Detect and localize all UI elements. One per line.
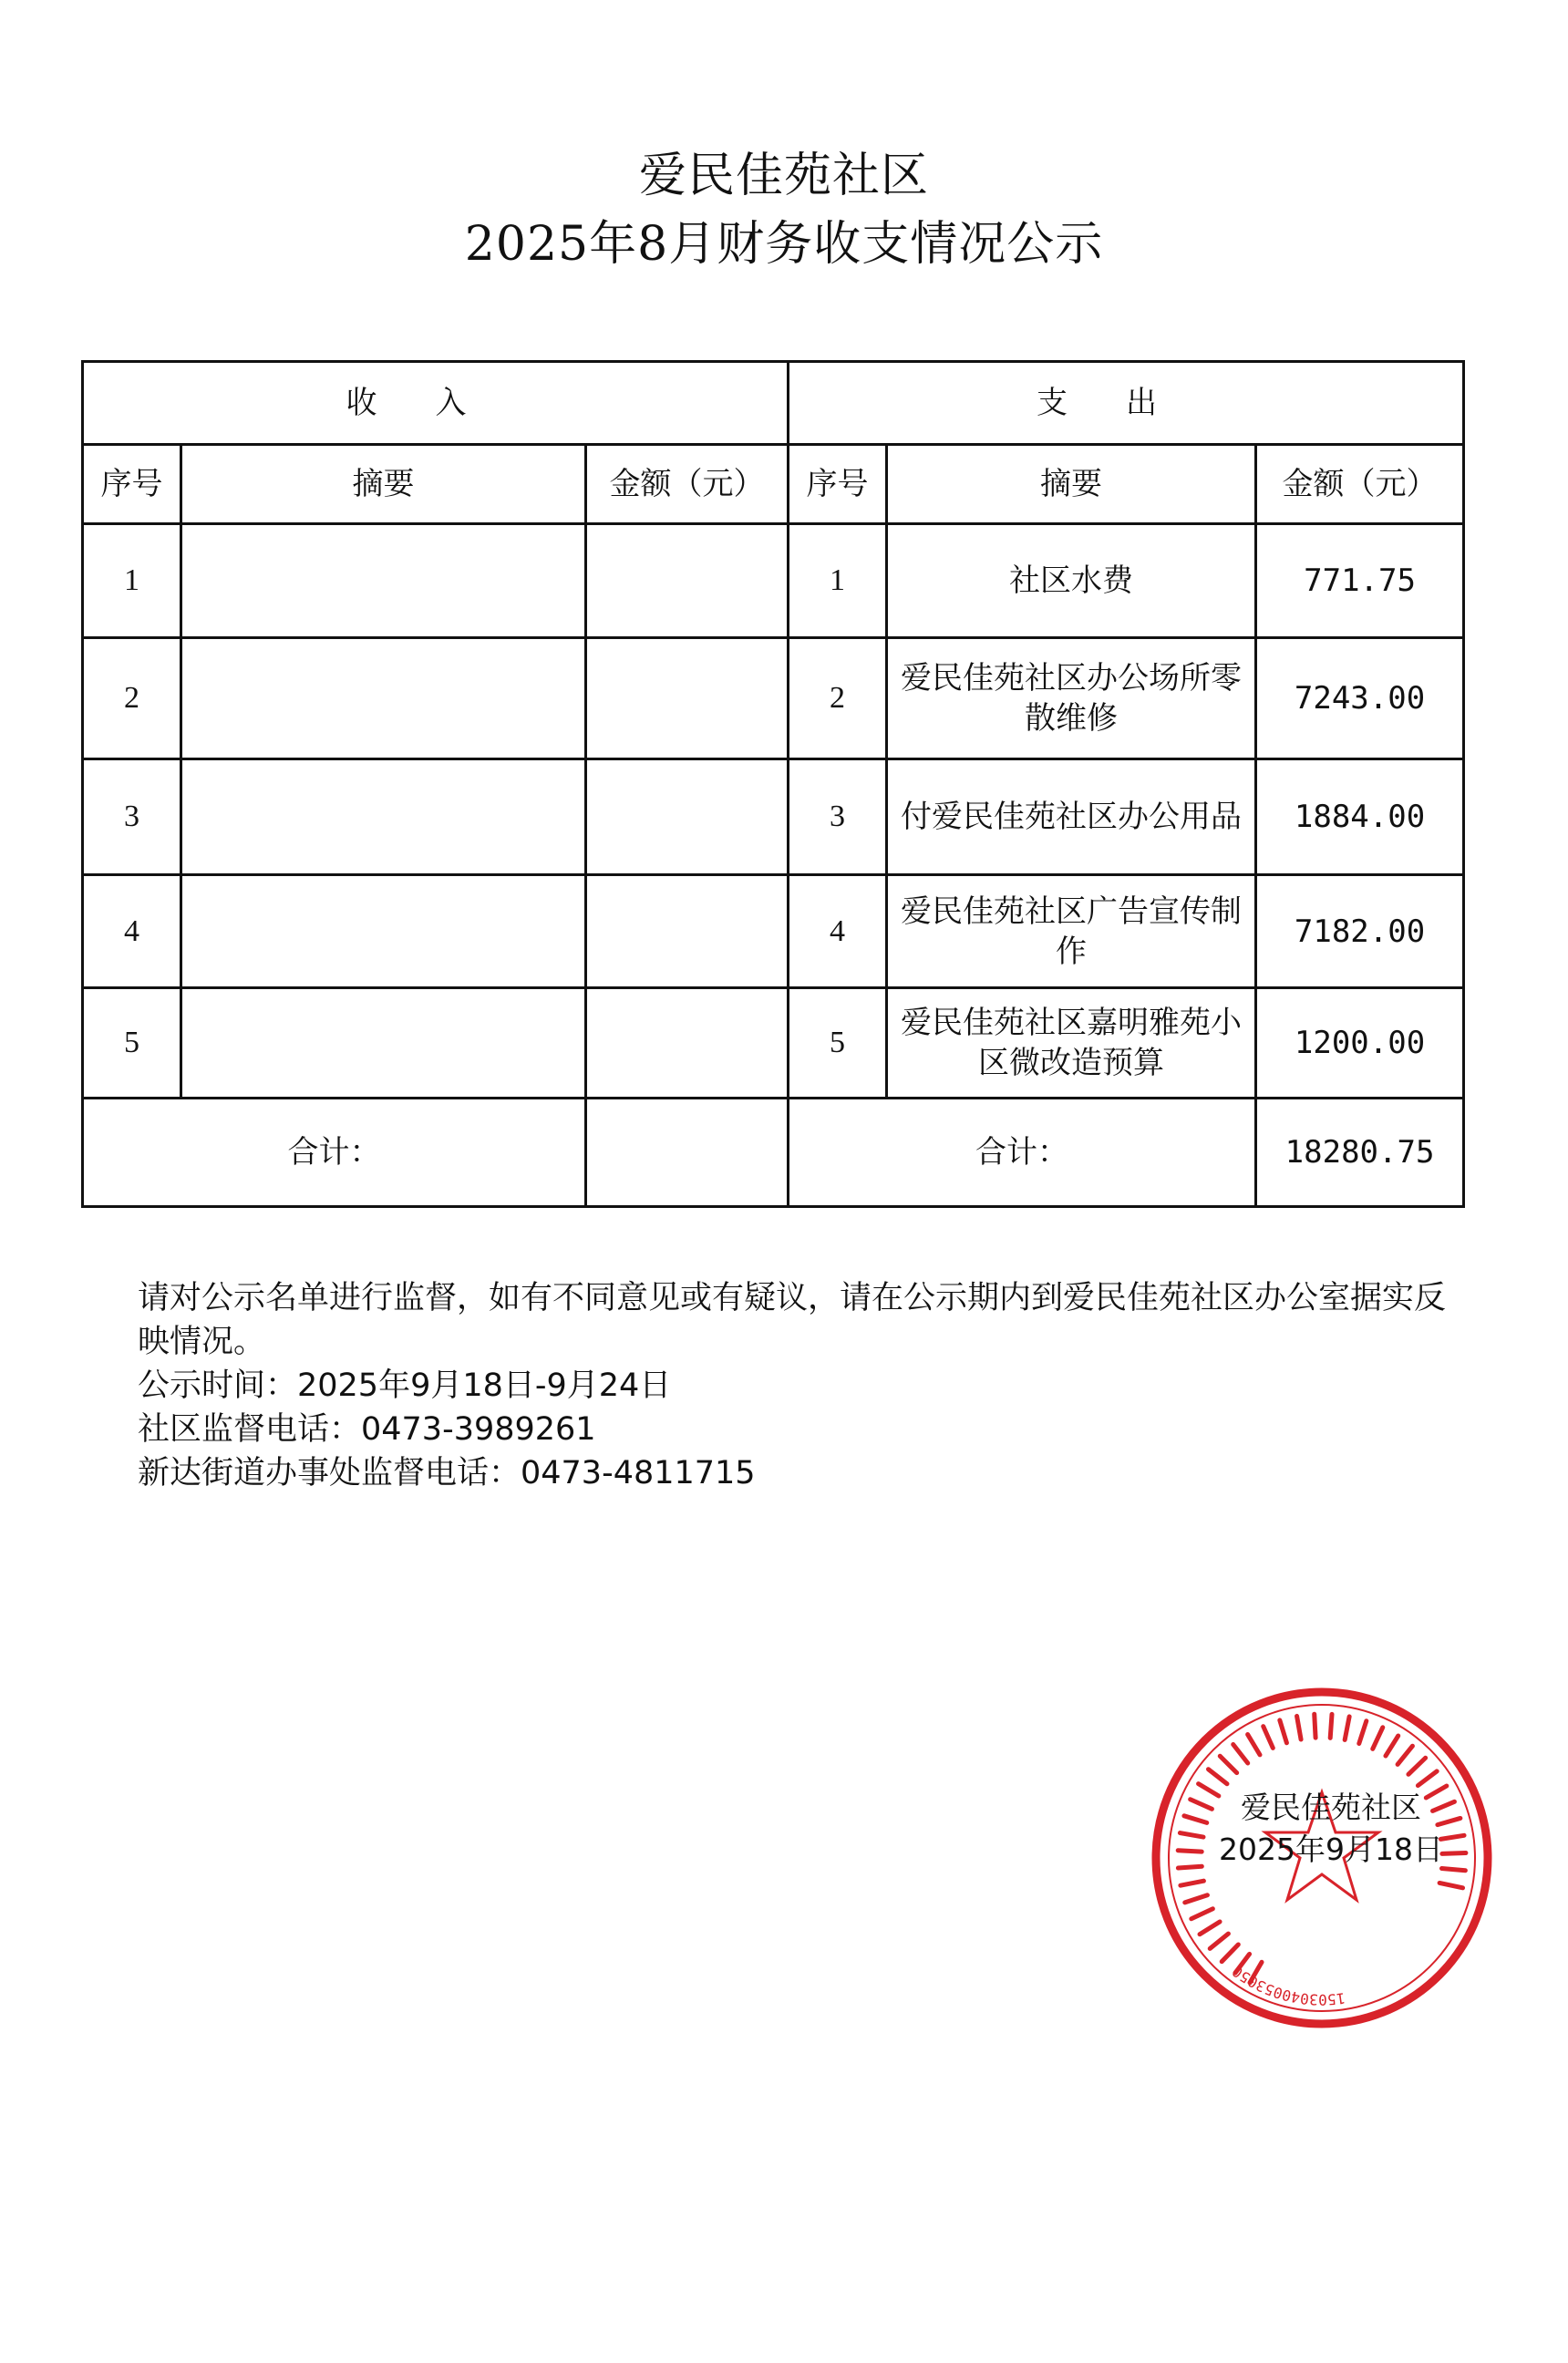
income-total-label: 合计： <box>83 1099 586 1207</box>
income-col-seq: 序号 <box>83 445 181 524</box>
signature-date: 2025年9月18日 <box>1219 1832 1443 1867</box>
seal-glyph-mark <box>1386 1736 1398 1756</box>
document-subtitle: 2025年8月财务收支情况公示 <box>464 217 1104 272</box>
finance-table <box>81 360 1465 1208</box>
notice-paragraph: 请对公示名单进行监督，如有不同意见或有疑议，请在公示期内到爱民佳苑社区办公室据实反映情况。 <box>138 1280 1447 1360</box>
expense-amount: 7243.00 <box>1256 638 1464 759</box>
income-summary <box>181 988 586 1099</box>
notice-period: 公示时间：2025年9月18日-9月24日 <box>138 1367 672 1404</box>
seal-serial: 1503040053050 <box>1228 1962 1346 2009</box>
seal-glyph-mark <box>1222 1945 1238 1962</box>
seal-glyph-mark <box>1439 1883 1462 1887</box>
expense-summary: 爱民佳苑社区广告宣传制作 <box>887 875 1256 988</box>
signature-org: 爱民佳苑社区 <box>1241 1790 1421 1825</box>
seal-glyph-mark <box>1220 1756 1236 1772</box>
expense-amount: 7182.00 <box>1256 875 1464 988</box>
expense-seq: 3 <box>789 759 887 875</box>
income-seq: 2 <box>83 638 181 759</box>
notice-text <box>81 1276 1462 1495</box>
seal-glyph-mark <box>1191 1909 1213 1919</box>
income-amount <box>586 638 789 759</box>
seal-glyph-mark <box>1373 1728 1383 1749</box>
seal-glyph-mark <box>1408 1758 1426 1774</box>
seal-glyph-mark <box>1345 1717 1349 1740</box>
income-amount <box>586 759 789 875</box>
seal-glyph-mark <box>1233 1744 1248 1762</box>
income-total-amount <box>586 1099 789 1207</box>
income-amount <box>586 524 789 638</box>
expense-amount: 1884.00 <box>1256 759 1464 875</box>
seal-glyph-mark <box>1359 1721 1367 1744</box>
seal-glyph-mark <box>1181 1881 1204 1885</box>
column-header-row <box>83 445 1464 524</box>
income-summary <box>181 759 586 875</box>
expense-col-summary: 摘要 <box>887 445 1256 524</box>
income-col-amount: 金额（元） <box>586 445 789 524</box>
expense-seq: 5 <box>789 988 887 1099</box>
seal-glyph-mark <box>1200 1922 1220 1935</box>
expense-seq: 4 <box>789 875 887 988</box>
expense-header: 支出 <box>789 362 1464 445</box>
income-amount <box>586 875 789 988</box>
table-row <box>83 875 1464 988</box>
income-seq: 1 <box>83 524 181 638</box>
expense-total-amount: 18280.75 <box>1256 1099 1464 1207</box>
seal-glyph-mark <box>1185 1895 1208 1903</box>
table-row <box>83 759 1464 875</box>
expense-col-amount: 金额（元） <box>1256 445 1464 524</box>
income-seq: 4 <box>83 875 181 988</box>
income-seq: 5 <box>83 988 181 1099</box>
income-seq: 3 <box>83 759 181 875</box>
expense-summary: 爱民佳苑社区嘉明雅苑小区微改造预算 <box>887 988 1256 1099</box>
seal-glyph-mark <box>1418 1771 1437 1786</box>
document-title: 爱民佳苑社区 <box>638 149 929 203</box>
seal-glyph-mark <box>1297 1716 1302 1739</box>
expense-total-label: 合计： <box>789 1099 1256 1207</box>
table-row <box>83 524 1464 638</box>
expense-summary: 付爱民佳苑社区办公用品 <box>887 759 1256 875</box>
seal-glyph-mark <box>1248 1735 1260 1755</box>
expense-seq: 1 <box>789 524 887 638</box>
expense-amount: 771.75 <box>1256 524 1464 638</box>
income-summary <box>181 524 586 638</box>
seal-glyph-mark <box>1264 1727 1274 1749</box>
total-row <box>83 1099 1464 1207</box>
seal-glyph-mark <box>1208 1770 1226 1784</box>
seal-glyph-mark <box>1398 1746 1412 1764</box>
expense-amount: 1200.00 <box>1256 988 1464 1099</box>
notice-community-phone: 社区监督电话：0473-3989261 <box>138 1411 596 1448</box>
income-summary <box>181 875 586 988</box>
table-row <box>83 638 1464 759</box>
notice-office-phone: 新达街道办事处监督电话：0473-4811715 <box>138 1455 756 1491</box>
income-summary <box>181 638 586 759</box>
income-header: 收入 <box>83 362 789 445</box>
seal-glyph-mark <box>1330 1714 1332 1738</box>
seal-glyph-mark <box>1210 1934 1228 1948</box>
table-row <box>83 988 1464 1099</box>
expense-seq: 2 <box>789 638 887 759</box>
income-col-summary: 摘要 <box>181 445 586 524</box>
income-amount <box>586 988 789 1099</box>
expense-summary: 爱民佳苑社区办公场所零散维修 <box>887 638 1256 759</box>
seal-glyph-mark <box>1280 1720 1287 1743</box>
section-header-row <box>83 362 1464 445</box>
expense-summary: 社区水费 <box>887 524 1256 638</box>
signature-block <box>1194 1787 1468 1871</box>
expense-col-seq: 序号 <box>789 445 887 524</box>
